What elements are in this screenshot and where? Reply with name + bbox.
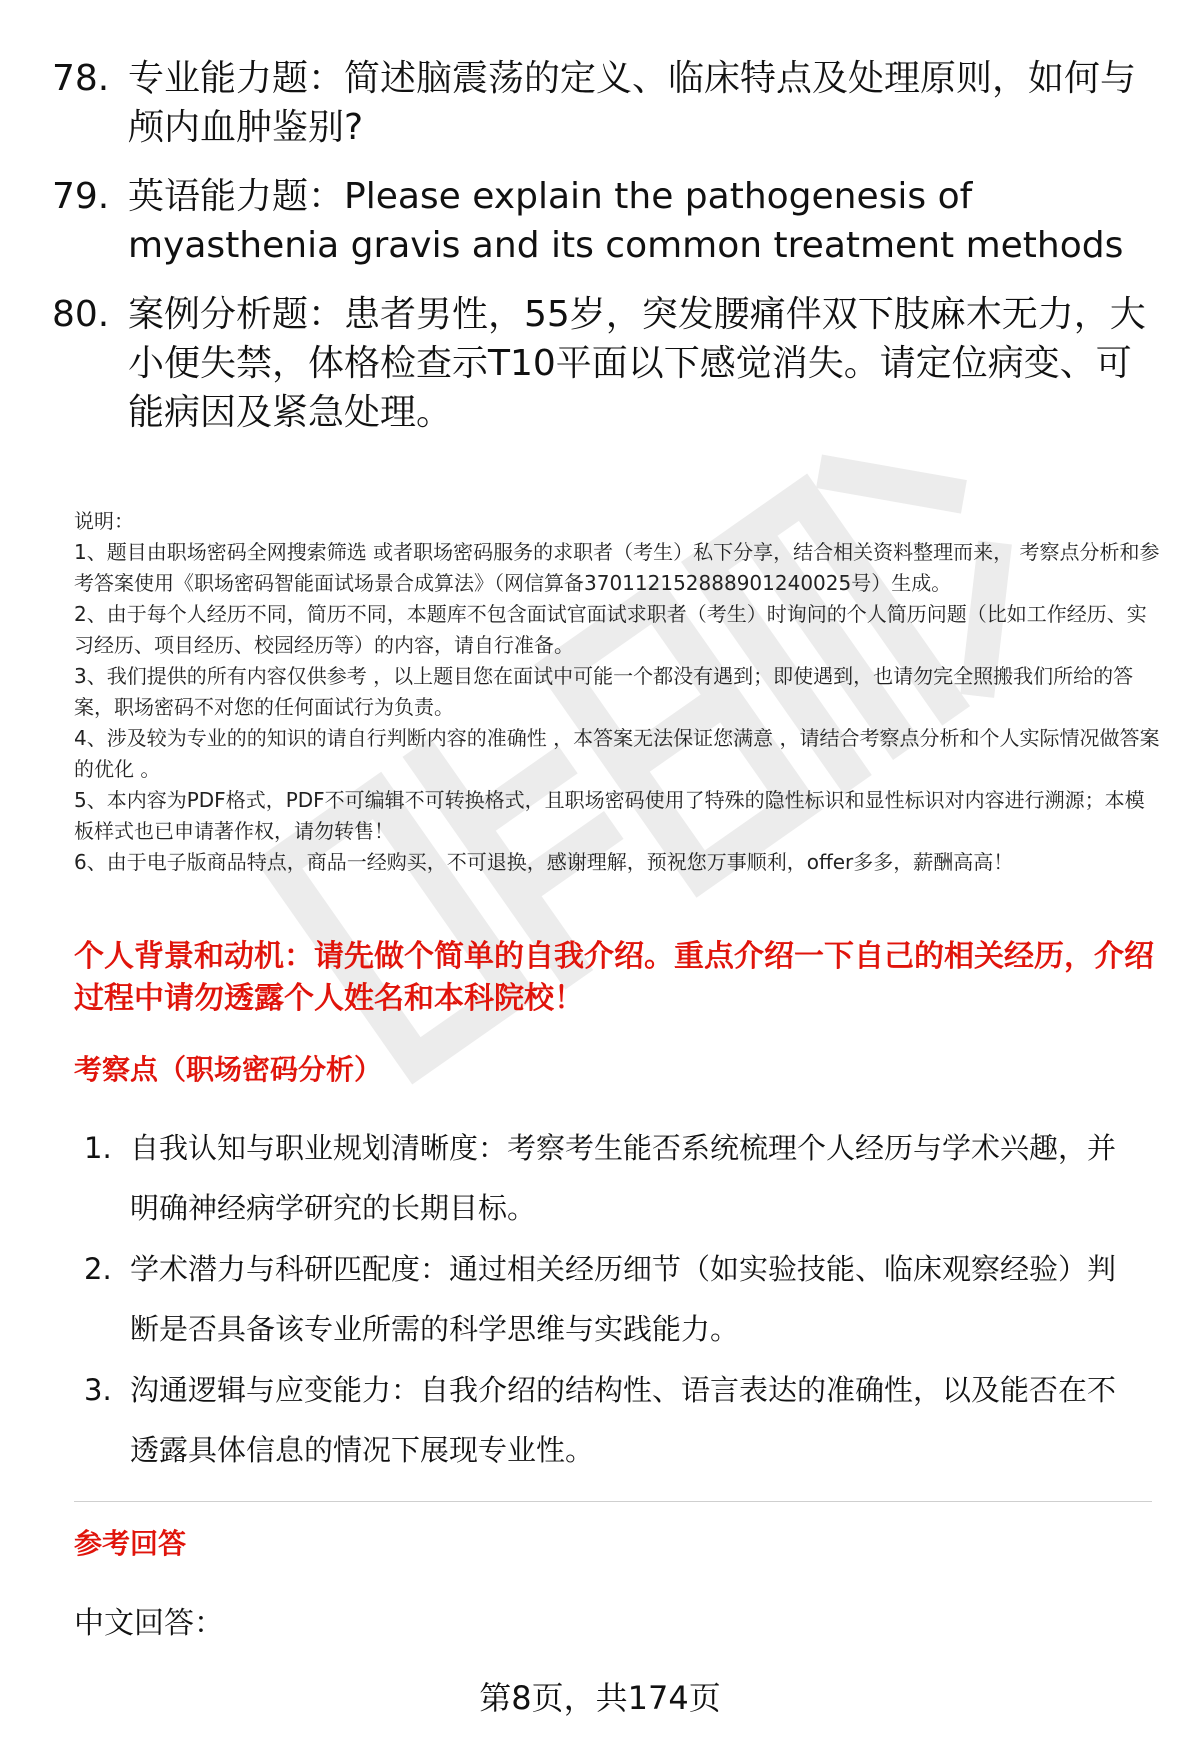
question-78 — [52, 54, 1152, 152]
question-text: 专业能力题：简述脑震荡的定义、临床特点及处理原则，如何与颅内血肿鉴别? — [128, 58, 1137, 148]
question-text: 英语能力题：Please explain the pathogenesis of myasthenia gravis and its common treatment methods — [128, 176, 1124, 266]
question-text: 案例分析题：患者男性，55岁，突发腰痛伴双下肢麻木无力，大小便失禁，体格检查示T10平面以下感觉消失。请定位病变、可能病因及紧急处理。 — [128, 294, 1146, 433]
key-point-item — [84, 1118, 1144, 1238]
note-item: 1、题目由职场密码全网搜索筛选 或者职场密码服务的求职者（考生）私下分享，结合相关资料整理而来， 考察点分析和参考答案使用《职场密码智能面试场景合成算法》（网信算备370112152888901240025号）生成。 — [74, 540, 1160, 595]
note-item: 2、由于每个人经历不同，简历不同，本题库不包含面试官面试求职者（考生）时询问的个人简历问题（比如工作经历、实习经历、项目经历、校园经历等）的内容，请自行准备。 — [74, 602, 1147, 657]
section-divider — [74, 1501, 1152, 1502]
key-points-list — [84, 1118, 1144, 1481]
question-80 — [52, 290, 1152, 437]
key-point-item — [84, 1239, 1144, 1359]
page-number: 第8页，共174页 — [479, 1679, 721, 1717]
note-item: 4、涉及较为专业的的知识的请自行判断内容的准确性 ，本答案无法保证您满意 ，请结合考察点分析和个人实际情况做答案的优化 。 — [74, 726, 1160, 781]
notes-title: 说明： — [74, 509, 134, 533]
reference-answer-heading: 参考回答 — [74, 1527, 187, 1560]
question-number: 78. — [52, 58, 110, 99]
key-points-heading: 考察点（职场密码分析） — [74, 1053, 383, 1086]
question-number: 80. — [52, 294, 110, 335]
key-point-number: 1. — [84, 1131, 112, 1165]
question-79 — [52, 172, 1152, 270]
key-point-text: 自我认知与职业规划清晰度：考察考生能否系统梳理个人经历与学术兴趣，并明确神经病学研究的长期目标。 — [130, 1131, 1117, 1225]
key-point-item — [84, 1360, 1144, 1480]
note-item: 5、本内容为PDF格式，PDF不可编辑不可转换格式，且职场密码使用了特殊的隐性标识和显性标识对内容进行溯源；本模板样式也已申请著作权，请勿转售！ — [74, 788, 1145, 843]
key-point-number: 3. — [84, 1373, 112, 1407]
key-point-number: 2. — [84, 1252, 112, 1286]
key-point-text: 沟通逻辑与应变能力：自我介绍的结构性、语言表达的准确性，以及能否在不透露具体信息的情况下展现专业性。 — [130, 1373, 1117, 1467]
note-item: 3、我们提供的所有内容仅供参考 ，以上题目您在面试中可能一个都没有遇到；即使遇到，也请勿完全照搬我们所给的答案，职场密码不对您的任何面试行为负责。 — [74, 664, 1134, 719]
chinese-answer-label: 中文回答： — [74, 1606, 224, 1641]
question-number: 79. — [52, 176, 110, 217]
note-item: 6、由于电子版商品特点，商品一经购买，不可退换，感谢理解，预祝您万事顺利，offer多多，薪酬高高！ — [74, 850, 1014, 874]
background-question: 个人背景和动机：请先做个简单的自我介绍。重点介绍一下自己的相关经历，介绍过程中请勿透露个人姓名和本科院校！ — [74, 939, 1154, 1016]
key-point-text: 学术潜力与科研匹配度：通过相关经历细节（如实验技能、临床观察经验）判断是否具备该专业所需的科学思维与实践能力。 — [130, 1252, 1117, 1346]
notes-section — [74, 506, 1164, 878]
